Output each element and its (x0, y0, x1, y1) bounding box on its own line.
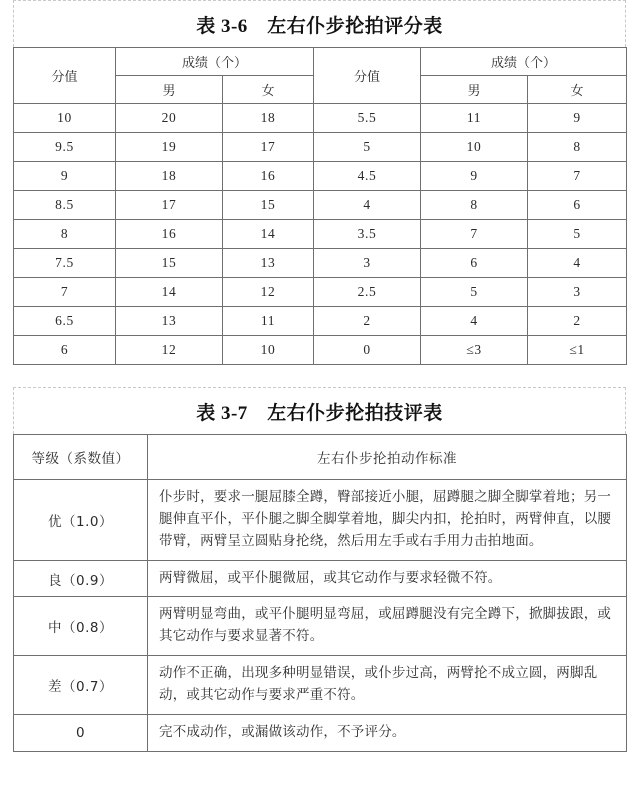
table-3-7-body (14, 480, 627, 752)
table-row (14, 597, 627, 656)
cell-male-left: 18 (116, 162, 223, 191)
header-score-left: 分值 (14, 48, 116, 104)
cell-score-left: 6.5 (14, 307, 116, 336)
cell-male-right: 9 (421, 162, 528, 191)
table-row (14, 104, 627, 133)
cell-score-left: 9.5 (14, 133, 116, 162)
cell-male-left: 14 (116, 278, 223, 307)
cell-score-left: 10 (14, 104, 116, 133)
header-standard: 左右仆步抡拍动作标准 (148, 435, 627, 480)
cell-score-right: 5 (314, 133, 421, 162)
table-row (14, 162, 627, 191)
table-row (14, 336, 627, 365)
cell-male-right: 6 (421, 249, 528, 278)
cell-description: 完不成动作，或漏做该动作，不予评分。 (148, 714, 627, 751)
cell-male-right: 7 (421, 220, 528, 249)
table-3-6-body (14, 104, 627, 365)
header-score-right: 分值 (314, 48, 421, 104)
table-row (14, 191, 627, 220)
table-3-7-head (14, 435, 627, 480)
header-female-left: 女 (223, 76, 314, 104)
header-male-left: 男 (116, 76, 223, 104)
cell-score-left: 7.5 (14, 249, 116, 278)
cell-male-right: 10 (421, 133, 528, 162)
table-row (14, 480, 627, 561)
cell-grade: 差（0.7） (14, 656, 148, 715)
cell-score-right: 2.5 (314, 278, 421, 307)
cell-female-right: 8 (528, 133, 627, 162)
cell-female-left: 10 (223, 336, 314, 365)
table-row (14, 307, 627, 336)
cell-female-right: 6 (528, 191, 627, 220)
header-male-right: 男 (421, 76, 528, 104)
cell-score-right: 2 (314, 307, 421, 336)
table-row (14, 133, 627, 162)
cell-male-left: 13 (116, 307, 223, 336)
table-3-6-head (14, 48, 627, 104)
cell-female-right: 4 (528, 249, 627, 278)
cell-score-left: 9 (14, 162, 116, 191)
cell-female-left: 14 (223, 220, 314, 249)
cell-female-left: 13 (223, 249, 314, 278)
cell-female-left: 11 (223, 307, 314, 336)
table-3-7-caption: 表 3-7 左右仆步抡拍技评表 (196, 402, 443, 424)
table-3-6-caption-box (13, 0, 626, 47)
cell-male-right: 4 (421, 307, 528, 336)
table-row (14, 48, 627, 76)
table-3-7-block (13, 387, 626, 752)
cell-female-left: 12 (223, 278, 314, 307)
cell-description: 两臂微屈，或平仆腿微屈，或其它动作与要求轻微不符。 (148, 560, 627, 597)
cell-description: 动作不正确，出现多种明显错误，或仆步过高，两臂抡不成立圆，两脚乱动，或其它动作与要求严重不符。 (148, 656, 627, 715)
header-result-left: 成绩（个） (116, 48, 314, 76)
cell-female-left: 15 (223, 191, 314, 220)
cell-female-right: 3 (528, 278, 627, 307)
cell-score-right: 4.5 (314, 162, 421, 191)
cell-female-right: 7 (528, 162, 627, 191)
table-spacer (13, 365, 626, 387)
cell-female-right: 5 (528, 220, 627, 249)
table-3-6-block (13, 0, 626, 365)
table-3-7-caption-box (13, 387, 626, 434)
cell-male-left: 15 (116, 249, 223, 278)
header-grade: 等级（系数值） (14, 435, 148, 480)
cell-male-right: ≤3 (421, 336, 528, 365)
cell-female-right: 2 (528, 307, 627, 336)
cell-female-left: 18 (223, 104, 314, 133)
cell-male-left: 17 (116, 191, 223, 220)
cell-male-right: 5 (421, 278, 528, 307)
cell-score-right: 3 (314, 249, 421, 278)
cell-female-left: 17 (223, 133, 314, 162)
cell-score-left: 7 (14, 278, 116, 307)
cell-female-right: ≤1 (528, 336, 627, 365)
cell-score-right: 3.5 (314, 220, 421, 249)
header-result-right: 成绩（个） (421, 48, 627, 76)
cell-female-left: 16 (223, 162, 314, 191)
cell-score-right: 4 (314, 191, 421, 220)
cell-male-right: 11 (421, 104, 528, 133)
cell-grade: 良（0.9） (14, 560, 148, 597)
cell-description: 两臂明显弯曲，或平仆腿明显弯屈，或屈蹲腿没有完全蹲下，掀脚拔跟，或其它动作与要求显著不符。 (148, 597, 627, 656)
cell-male-left: 19 (116, 133, 223, 162)
cell-score-right: 0 (314, 336, 421, 365)
header-female-right: 女 (528, 76, 627, 104)
cell-male-right: 8 (421, 191, 528, 220)
cell-male-left: 20 (116, 104, 223, 133)
table-row (14, 278, 627, 307)
cell-score-left: 8.5 (14, 191, 116, 220)
table-3-7 (13, 434, 627, 752)
cell-grade: 0 (14, 714, 148, 751)
table-3-6-caption: 表 3-6 左右仆步抡拍评分表 (196, 15, 443, 37)
cell-grade: 中（0.8） (14, 597, 148, 656)
cell-male-left: 12 (116, 336, 223, 365)
table-row (14, 220, 627, 249)
cell-grade: 优（1.0） (14, 480, 148, 561)
table-row (14, 249, 627, 278)
table-row (14, 560, 627, 597)
cell-male-left: 16 (116, 220, 223, 249)
cell-score-left: 8 (14, 220, 116, 249)
table-3-6 (13, 47, 627, 365)
cell-description: 仆步时，要求一腿屈膝全蹲，臀部接近小腿，屈蹲腿之脚全脚掌着地；另一腿伸直平仆，平仆腿之脚全脚掌着地，脚尖内扣，抡拍时，两臂伸直，以腰带臂，两臂呈立圆贴身抡绕，然后用左手或右手用力击拍地面。 (148, 480, 627, 561)
cell-score-left: 6 (14, 336, 116, 365)
cell-female-right: 9 (528, 104, 627, 133)
cell-score-right: 5.5 (314, 104, 421, 133)
table-row (14, 435, 627, 480)
table-row (14, 714, 627, 751)
table-row (14, 656, 627, 715)
